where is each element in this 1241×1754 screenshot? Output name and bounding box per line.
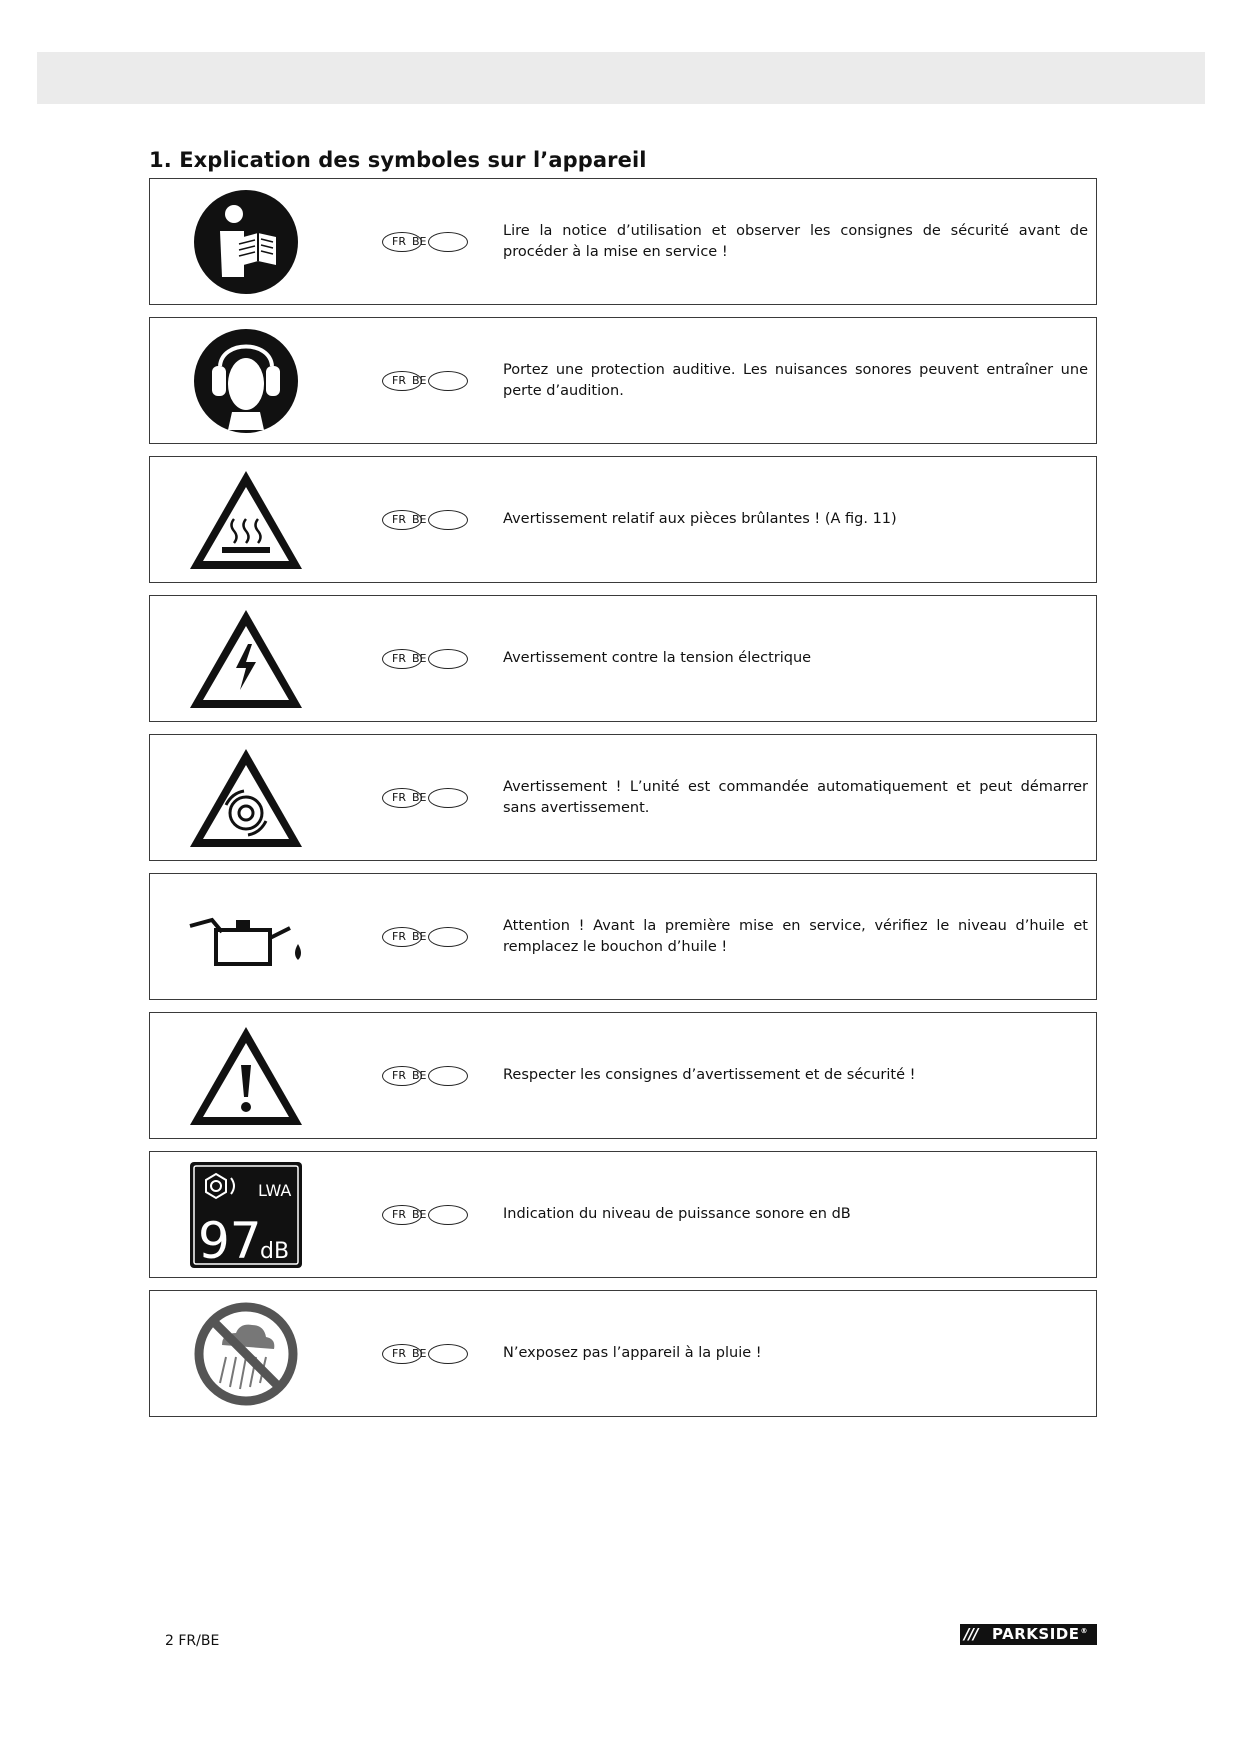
symbol-row-hearing-protection	[149, 317, 1097, 444]
symbol-description: Avertissement ! L’unité est commandée automatiquement et peut démarrer sans avertissement.	[503, 778, 1088, 816]
svg-text:97: 97	[198, 1212, 262, 1270]
page-number: 2 FR/BE	[165, 1633, 220, 1649]
language-badge: FR BE	[382, 927, 468, 947]
electric-shock-warning-icon	[186, 604, 306, 714]
language-badge: FR BE	[382, 1066, 468, 1086]
language-badge: FR BE	[382, 371, 468, 391]
symbol-row-oil-level	[149, 873, 1097, 1000]
language-badge: FR BE	[382, 1205, 468, 1225]
symbol-description: Respecter les consignes d’avertissement et de sécurité !	[503, 1067, 916, 1083]
oil-can-icon	[186, 882, 306, 992]
symbol-row-electric-voltage	[149, 595, 1097, 722]
symbol-row-no-rain	[149, 1290, 1097, 1417]
header-band	[37, 52, 1205, 104]
symbol-description: Attention ! Avant la première mise en service, vérifiez le niveau d’huile et remplacez le bouchon d’huile !	[503, 917, 1088, 955]
automatic-start-warning-icon	[186, 743, 306, 853]
symbol-table	[149, 178, 1097, 1429]
symbol-row-read-manual	[149, 178, 1097, 305]
symbol-description: Avertissement relatif aux pièces brûlantes ! (A fig. 11)	[503, 511, 897, 527]
hot-surface-warning-icon	[186, 465, 306, 575]
language-badge: FR BE	[382, 510, 468, 530]
hearing-protection-icon	[186, 326, 306, 436]
read-manual-icon	[186, 187, 306, 297]
parkside-logo: /// PARKSIDE®	[960, 1624, 1097, 1645]
svg-text:dB: dB	[260, 1239, 290, 1264]
symbol-row-general-warning	[149, 1012, 1097, 1139]
symbol-description: Indication du niveau de puissance sonore en dB	[503, 1206, 851, 1222]
symbol-row-hot-surface	[149, 456, 1097, 583]
sound-power-level-icon	[186, 1160, 306, 1270]
no-rain-icon	[186, 1299, 306, 1409]
symbol-description: N’exposez pas l’appareil à la pluie !	[503, 1345, 762, 1361]
svg-text:LWA: LWA	[258, 1181, 292, 1200]
language-badge: FR BE	[382, 788, 468, 808]
symbol-row-sound-level	[149, 1151, 1097, 1278]
general-warning-icon	[186, 1021, 306, 1131]
language-badge: FR BE	[382, 232, 468, 252]
symbol-description: Lire la notice d’utilisation et observer les consignes de sécurité avant de procéder à la mise en service !	[503, 222, 1088, 260]
language-badge: FR BE	[382, 1344, 468, 1364]
language-badge: FR BE	[382, 649, 468, 669]
symbol-description: Portez une protection auditive. Les nuisances sonores peuvent entraîner une perte d’audition.	[503, 361, 1088, 399]
symbol-description: Avertissement contre la tension électrique	[503, 650, 812, 666]
section-title: 1. Explication des symboles sur l’appareil	[149, 148, 647, 172]
symbol-row-automatic-start	[149, 734, 1097, 861]
